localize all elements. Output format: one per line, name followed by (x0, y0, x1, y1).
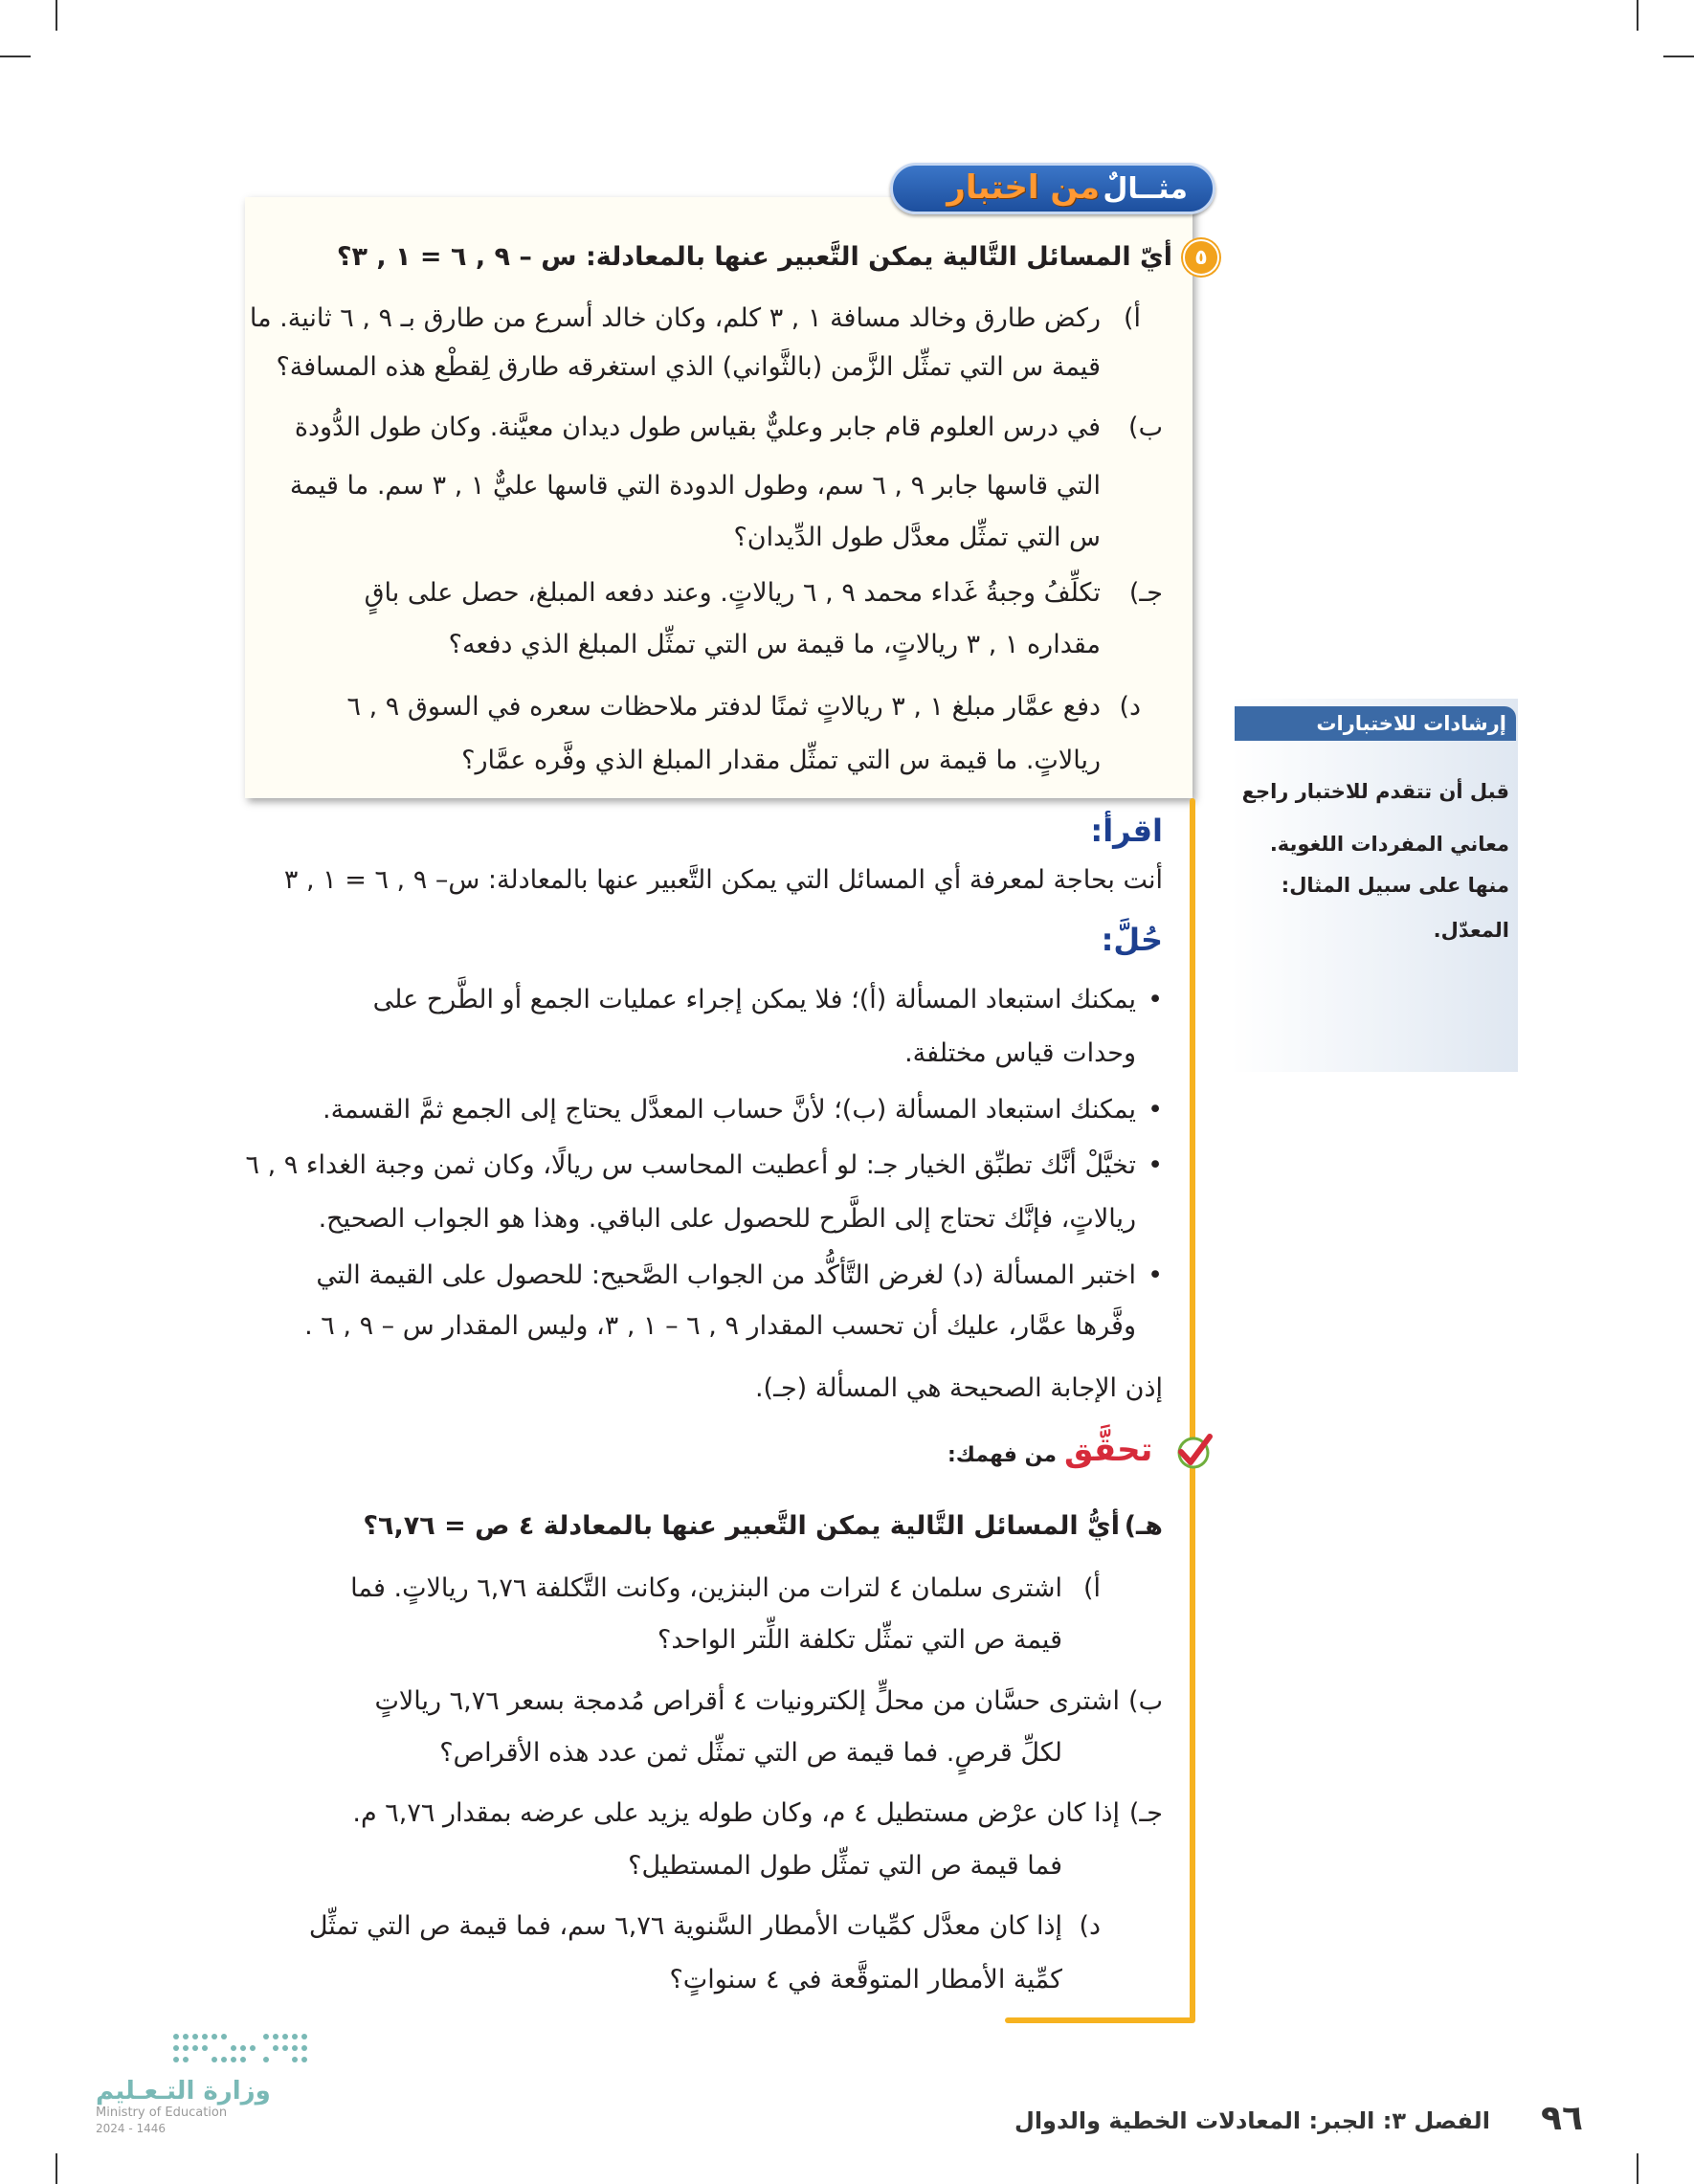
check-subtitle: من فهمك: (947, 1443, 1058, 1467)
example-banner (890, 163, 1215, 214)
question-number-badge: ٥ (1183, 239, 1219, 276)
bullet-dot: • (1148, 1095, 1163, 1125)
option-b-text: في درس العلوم قام جابر وعليٌّ بقياس طول ديدان معيَّنة. وكان طول الدُّودة (294, 412, 1101, 442)
check-option-d-text: كمِّية الأمطار المتوقَّعة في ٤ سنواتٍ؟ (669, 1965, 1062, 1995)
crop-mark (56, 0, 57, 31)
solve-bullet-text: اختبر المسألة (د) لغرض التَّأكُّد من الجواب الصَّحيح: للحصول على القيمة التي (316, 1260, 1136, 1290)
test-tips-text: المعدّل. (1433, 919, 1509, 942)
check-option-c-label: جـ) (1128, 1798, 1163, 1828)
solve-bullet-text: يمكنك استبعاد المسألة (أ)؛ فلا يمكن إجراء عمليات الجمع أو الطَّرح على (372, 985, 1136, 1014)
chapter-title: الفصل ٣: الجبر: المعادلات الخطية والدوال (1014, 2107, 1490, 2134)
solve-bullet-text: وحدات قياس مختلفة. (904, 1038, 1136, 1068)
example-label: مثــالٌ (1103, 172, 1188, 206)
solve-conclusion: إذن الإجابة الصحيحة هي المسألة (جـ). (754, 1373, 1163, 1403)
checkmark-icon (1173, 1431, 1214, 1471)
page-number: ٩٦ (1541, 2099, 1583, 2138)
check-option-a-text: قيمة ص التي تمثِّل تكلفة اللِّتر الواحد؟ (658, 1625, 1062, 1655)
read-text: أنت بحاجة لمعرفة أي المسائل التي يمكن التَّعبير عنها بالمعادلة: س– ٩ , ٦ = ١ , ٣ (283, 865, 1163, 895)
bullet-dot: • (1148, 1260, 1163, 1290)
bullet-dot: • (1148, 1150, 1163, 1180)
option-d-text: ريالاتٍ. ما قيمة س التي تمثِّل مقدار المبلغ الذي وفَّره عمَّار؟ (461, 746, 1101, 775)
section-border (1190, 798, 1195, 2023)
check-option-b-label: ب) (1128, 1686, 1163, 1716)
crop-mark (0, 56, 31, 57)
check-option-c-text: فما قيمة ص التي تمثِّل طول المستطيل؟ (628, 1851, 1062, 1881)
option-b-label: ب) (1128, 412, 1163, 442)
read-heading: اقرأ: (1090, 813, 1163, 849)
ministry-logo-icon (170, 2029, 314, 2069)
check-option-a-text: اشترى سلمان ٤ لترات من البنزين، وكانت التَّكلفة ٦,٧٦ ريالاتٍ. فما (350, 1573, 1062, 1603)
check-option-a-label: أ) (1082, 1573, 1101, 1603)
option-d-label: د) (1119, 692, 1141, 722)
check-question: أيُّ المسائل التَّالية يمكن التَّعبير عنها بالمعادلة ٤ ص = ٦,٧٦؟ (363, 1511, 1120, 1541)
test-tips-heading: إرشادات للاختبارات (1235, 706, 1516, 741)
section-border (1005, 2017, 1194, 2023)
check-title: تحقَّق (1064, 1431, 1153, 1469)
crop-mark (1663, 56, 1694, 57)
option-a-text: قيمة س التي تمثِّل الزَّمن (بالثَّواني) الذي استغرقه طارق لِقطْع هذه المسافة؟ (276, 352, 1101, 382)
check-option-c-text: إذا كان عرْض مستطيل ٤ م، وكان طوله يزيد على عرضه بمقدار ٦,٧٦ م. (352, 1798, 1120, 1828)
ministry-name-arabic: وزارة التـعـليم (96, 2077, 271, 2106)
crop-mark (1637, 0, 1638, 31)
solve-bullet-text: ريالاتٍ، فإنَّك تحتاج إلى الطَّرح للحصول على الباقي. وهذا هو الجواب الصحيح. (318, 1204, 1136, 1234)
edition-year: 2024 - 1446 (96, 2122, 167, 2135)
option-d-text: دفع عمَّار مبلغ ١ , ٣ ريالاتٍ ثمنًا لدفتر ملاحظات سعره في السوق ٩ , ٦ (346, 692, 1101, 722)
check-option-d-label: د) (1079, 1911, 1101, 1941)
check-option-b-text: لكلِّ قرصٍ. فما قيمة ص التي تمثِّل ثمن عدد هذه الأقراص؟ (439, 1738, 1062, 1768)
option-c-text: تكلِّفُ وجبةُ غَداء محمد ٩ , ٦ ريالاتٍ. وعند دفعه المبلغ، حصل على باقٍ (364, 578, 1101, 608)
solve-bullet-text: تخيَّلْ أنَّك تطبِّق الخيار جـ: لو أعطيت المحاسب س ريالًا، وكان ثمن وجبة الغداء ٩ , ٦ (245, 1150, 1136, 1180)
option-c-text: مقداره ١ , ٣ ريالاتٍ، ما قيمة س التي تمثِّل المبلغ الذي دفعه؟ (448, 630, 1101, 659)
test-tips-text: معاني المفردات اللغوية. (1269, 833, 1509, 856)
from-test-label: من اختبار (947, 168, 1100, 207)
test-tips-text: منها على سبيل المثال: (1281, 874, 1509, 897)
bullet-dot: • (1148, 985, 1163, 1014)
option-a-text: ركض طارق وخالد مسافة ١ , ٣ كلم، وكان خالد أسرع من طارق بـ ٩ , ٦ ثانية. ما (249, 303, 1101, 333)
test-tips-text: قبل أن تتقدم للاختبار راجع (1241, 780, 1509, 803)
check-option-d-text: إذا كان معدَّل كمِّيات الأمطار السَّنوية ٦,٧٦ سم، فما قيمة ص التي تمثِّل (308, 1911, 1062, 1941)
option-b-text: التي قاسها جابر ٩ , ٦ سم، وطول الدودة التي قاسها عليٌّ ١ , ٣ سم. ما قيمة (289, 471, 1101, 501)
option-b-text: س التي تمثِّل معدَّل طول الدِّيدان؟ (733, 523, 1101, 552)
crop-mark (1637, 2153, 1638, 2184)
option-a-label: أ) (1123, 303, 1141, 333)
check-question-label: هـ) (1124, 1511, 1163, 1541)
solve-heading: حُلَّ: (1101, 922, 1163, 958)
check-option-b-text: اشترى حسَّان من محلٍّ إلكترونيات ٤ أقراص مُدمجة بسعر ٦,٧٦ ريالاتٍ (374, 1686, 1120, 1716)
example-question: أيّ المسائل التَّالية يمكن التَّعبير عنها بالمعادلة: س – ٩ , ٦ = ١ , ٣؟ (336, 242, 1172, 272)
option-c-label: جـ) (1128, 578, 1163, 608)
solve-bullet-text: يمكنك استبعاد المسألة (ب)؛ لأنَّ حساب المعدَّل يحتاج إلى الجمع ثمَّ القسمة. (323, 1095, 1136, 1125)
solve-bullet-text: وفَّرها عمَّار، عليك أن تحسب المقدار ٩ , ٦ – ١ , ٣، وليس المقدار س – ٩ , ٦ . (304, 1311, 1136, 1341)
crop-mark (56, 2153, 57, 2184)
ministry-name-english: Ministry of Education (96, 2106, 228, 2120)
